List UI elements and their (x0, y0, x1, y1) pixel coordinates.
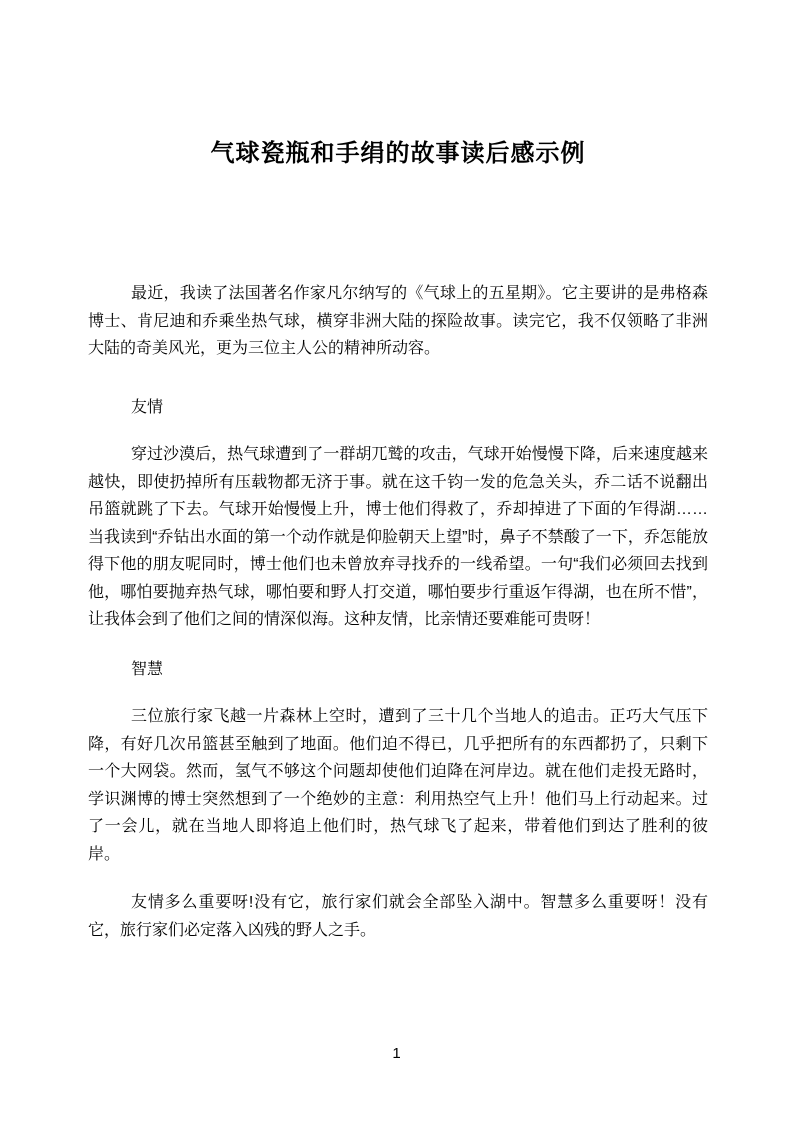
section-heading-friendship: 友情 (131, 398, 164, 416)
section-heading-wisdom: 智慧 (131, 660, 164, 678)
paragraph-wisdom: 三位旅行家飞越一片森林上空时，遭到了三十几个当地人的追击。正巧大气压下降，有好几次吊篮甚至触到了地面。他们迫不得已，几乎把所有的东西都扔了，只剩下一个大网袋。然而，氢气不够这个问题却使他们迫降在河岸边。就在他们走投无路时，学识渊博的博士突然想到了一个绝妙的主意：利用热空气上升！他们马上行动起来。过了一会儿，就在当地人即将追上他们时，热气球飞了起来，带着他们到达了胜利的彼岸。 (88, 708, 708, 863)
paragraph-friendship: 穿过沙漠后，热气球遭到了一群胡兀鹫的攻击，气球开始慢慢下降，后来速度越来越快，即使扔掉所有压载物都无济于事。就在这千钧一发的危急关头，乔二话不说翻出吊篮就跳了下去。气球开始慢慢上升，博士他们得救了，乔却掉进了下面的乍得湖……当我读到“乔钻出水面的第一个动作就是仰脸朝天上望”时，鼻子不禁酸了一下，乔怎能放得下他的朋友呢同时，博士他们也未曾放弃寻找乔的一线希望。一句“我们必须回去找到他，哪怕要抛弃热气球，哪怕要和野人打交道，哪怕要步行重返乍得湖，也在所不惜”，让我体会到了他们之间的情深似海。这种友情，比亲情还要难能可贵呀！ (88, 446, 708, 628)
document-title: 气球瓷瓶和手绢的故事读后感示例 (210, 140, 586, 167)
page-number: 1 (392, 1045, 401, 1062)
paragraph-conclusion: 友情多么重要呀!没有它，旅行家们就会全部坠入湖中。智慧多么重要呀！没有它，旅行家们必定落入凶残的野人之手。 (88, 894, 708, 939)
paragraph-intro: 最近，我读了法国著名作家凡尔纳写的《气球上的五星期》。它主要讲的是弗格森博士、肯尼迪和乔乘坐热气球，横穿非洲大陆的探险故事。读完它，我不仅领略了非洲大陆的奇美风光，更为三位主人公的精神所动容。 (88, 285, 708, 357)
